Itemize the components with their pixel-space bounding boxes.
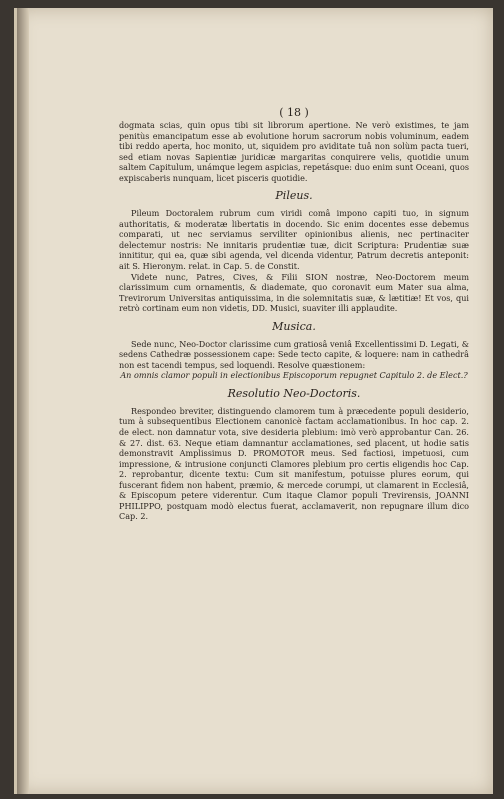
page-binding <box>17 8 29 794</box>
paragraph: Sede nunc, Neo-Doctor clarissime cum gratiosâ veniâ Excellentissimi D. Legati, & sedens Cathedræ possessionem cape: Sede tecto capite, & loquere: nam in cathedrâ non est tacendi tempus, sed loquendi. Resolve quæstionem: <box>119 338 469 370</box>
page-number: ( 18 ) <box>279 106 309 119</box>
paragraph: Pileum Doctoralem rubrum cum viridi comâ impono capiti tuo, in signum authoritatis, & moderatæ libertatis in docendo. Sic enim docentes esse debemus comparati, ut nec serviamus serviliter opinionibus alienis, nec pertinaciter delectemur nostris: Ne innitaris prudentiæ tuæ, dicit Scriptura: Prudentiæ suæ innititur, qui ea, quæ sibi agenda, vel dicenda videntur, Patrum decretis anteponit: ait S. Hieronym. relat. in Cap. 5. de Constit. <box>119 208 469 272</box>
text-blocks <box>119 120 469 522</box>
question-quote: An omnis clamor populi in electionibus Episcoporum repugnet Capitulo 2. de Elect.? <box>120 370 468 381</box>
paragraph: Videte nunc, Patres, Cives, & Filii SION nostræ, Neo-Doctorem meum clarissimum cum ornamentis, & diademate, quo coronavit eum Mater sua alma, Trevirorum Universitas antiquissima, in die solemnitatis suæ, & lætitiæ! Et vos, qui retrò cortinam eum non videtis, DD. Musici, suaviter illi applaudite. <box>119 271 469 314</box>
page-content <box>119 106 469 522</box>
section-heading: Musica. <box>272 319 316 333</box>
section-heading: Resolutio Neo-Doctoris. <box>227 386 361 400</box>
section-heading: Pileus. <box>275 189 313 203</box>
paragraph: dogmata scias, quin opus tibi sit librorum apertione. Ne verò existimes, te jam penitùs emancipatum esse ab evolutione horum sacrorum nobis voluminum, eadem tibi reddo aperta, hoc monito, ut, siquidem pro aviditate tuâ non solùm pacta tueri, sed etiam novas Sapientiæ juridicæ margaritas conquirere velis, quotidie unum saltem Capitulum, unámque legem aspicias, repetásque: duo enim sunt Oceani, quos expiscaberis nunquam, licet pisceris quotidie. <box>119 120 469 183</box>
paragraph: Respondeo breviter, distinguendo clamorem tum à præcedente populi desiderio, tum à subsequentibus Electionem canonicè factam acclamationibus. In hoc cap. 2. de elect. non damnatur vota, sive desideria plebium: imò verò approbantur Can. 26. & 27. dist. 63. Neque etiam damnantur acclamationes, sed placent, ut hodie satis demonstravit Amplissimus D. PROMOTOR meus. Sed factiosi, impetuosi, cum impressione, & intrusione conjuncti Clamores plebium pro certis eligendis hoc Cap. 2. reprobantur, dicente textu: Cum sit manifestum, potuisse plures eorum, qui fuscerant fidem non habent, præmio, & mercede corumpi, ut clamarent in Ecclesiâ, & Episcopum petere viderentur. Cum itaque Clamor populi Trevirensis, JOANNI PHILIPPO, postquam modò electus fuerat, acclamaverit, non repugnare illum dico Cap. 2. <box>119 405 469 522</box>
document-page <box>14 8 493 794</box>
